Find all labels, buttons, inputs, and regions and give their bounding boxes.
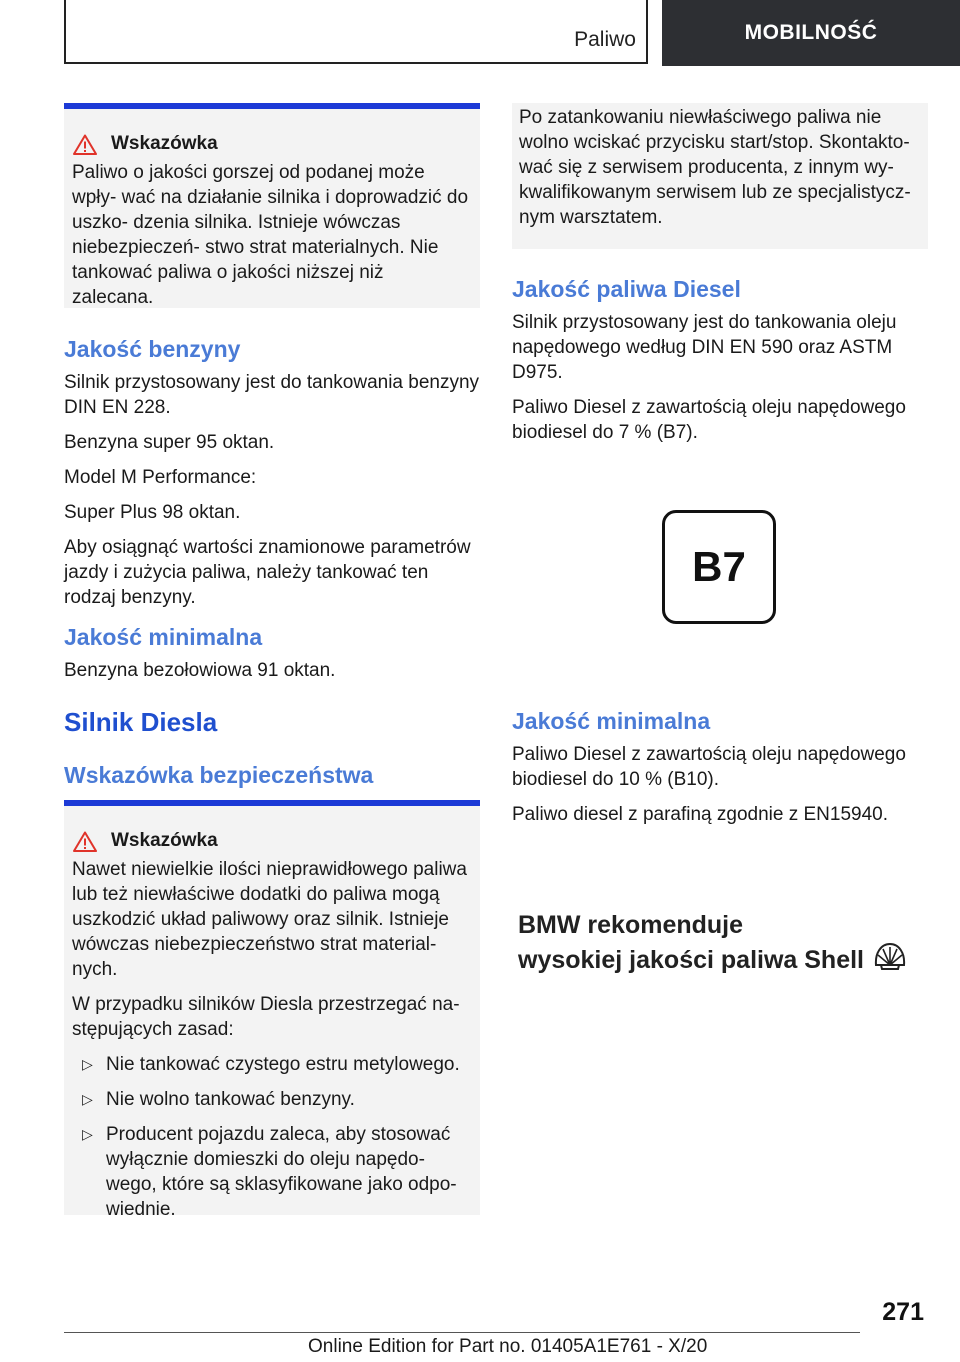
- warning-panel-bar: [64, 103, 480, 109]
- paragraph: Benzyna super 95 oktan.: [64, 432, 275, 453]
- footer-edition: Online Edition for Part no. 01405A1E761 - X/20: [308, 1336, 708, 1357]
- paragraph: Aby osiągnąć wartości znamionowe parametrów jazdy i zużycia paliwa, należy tankować ten rodzaj benzyny.: [64, 537, 471, 608]
- warning-panel-diesel: [64, 800, 480, 1220]
- page-number: 271: [882, 1298, 924, 1326]
- list-item: [72, 1122, 468, 1222]
- paragraph: W przypadku silników Diesla przestrzegać na- stępujących zasad:: [72, 994, 460, 1040]
- paragraph: Paliwo diesel z parafiną zgodnie z EN15940.: [512, 804, 889, 825]
- footer-divider: [64, 1332, 860, 1333]
- list-item: [72, 1087, 468, 1112]
- note-text: Po zatankowaniu niewłaściwego paliwa nie wolno wciskać przycisku start/stop. Skontakto- wać się z serwisem producenta, z innym wy- kwalifikowanym serwisem lub ze specjalistycz- nym warsztatem.: [519, 107, 911, 228]
- petrol-quality-body: [64, 370, 482, 620]
- header-section-title: Paliwo: [574, 28, 636, 51]
- paragraph: Paliwo Diesel z zawartością oleju napędowego biodiesel do 7 % (B7).: [512, 397, 906, 443]
- warning-text: Paliwo o jakości gorszej od podanej może wpły- wać na działanie silnika i doprowadzić do uszko- dzenia silnika. Istnieje wówczas niebezpieczeń- stwo strat materialnych. Nie tankować paliwa o jakości niższej niż zalecana.: [72, 162, 469, 308]
- list-item-text: Nie wolno tankować benzyny.: [106, 1089, 355, 1110]
- warning-panel-fuel-quality: [64, 103, 480, 308]
- b7-fuel-label: B7: [662, 510, 776, 624]
- paragraph: Paliwo Diesel z zawartością oleju napędowego biodiesel do 10 % (B10).: [512, 744, 906, 790]
- warning-triangle-icon: [73, 134, 97, 155]
- heading-diesel-quality: Jakość paliwa Diesel: [512, 276, 741, 302]
- shell-recommendation: [518, 910, 908, 979]
- header-chapter-tab: MOBILNOŚĆ: [662, 0, 960, 66]
- warning-heading: [73, 133, 480, 155]
- shell-line-text: wysokiej jakości paliwa Shell: [518, 945, 864, 974]
- heading-safety-note: Wskazówka bezpieczeństwa: [64, 762, 374, 788]
- warning-content: [72, 857, 468, 1222]
- warning-triangle-icon: [73, 831, 97, 852]
- diesel-minimum-body: [512, 742, 922, 837]
- paragraph: Silnik przystosowany jest do tankowania oleju napędowego według DIN EN 590 oraz ASTM D975.: [512, 312, 897, 383]
- heading-minimum-quality: Jakość minimalna: [512, 708, 711, 734]
- paragraph: Benzyna bezołowiowa 91 oktan.: [64, 660, 336, 681]
- paragraph: Silnik przystosowany jest do tankowania benzyny DIN EN 228.: [64, 372, 480, 418]
- warning-title: Wskazówka: [111, 133, 218, 154]
- triangle-right-icon: ▷: [82, 1126, 93, 1142]
- triangle-right-icon: ▷: [82, 1056, 93, 1072]
- heading-minimum-quality: Jakość minimalna: [64, 624, 263, 650]
- warning-heading: [73, 830, 480, 852]
- header-frame: [64, 0, 648, 64]
- warning-panel-bar: [64, 800, 480, 806]
- shell-line: BMW rekomenduje: [518, 911, 744, 939]
- diesel-quality-body: [512, 310, 912, 455]
- warning-title: Wskazówka: [111, 830, 218, 851]
- paragraph: Super Plus 98 oktan.: [64, 502, 241, 523]
- shell-line: [518, 941, 908, 979]
- list-item: [72, 1052, 468, 1077]
- shell-logo-icon: [872, 941, 908, 979]
- heading-diesel-engine: Silnik Diesla: [64, 707, 218, 737]
- heading-petrol-quality: Jakość benzyny: [64, 336, 241, 362]
- list-item-text: Nie tankować czystego estru metylowego.: [106, 1054, 460, 1075]
- triangle-right-icon: ▷: [82, 1091, 93, 1107]
- paragraph: Nawet niewielkie ilości nieprawidłowego paliwa lub też niewłaściwe dodatki do paliwa mogą uszkodzić układ paliwowy oraz silnik. Istnieje wówczas niebezpieczeństwo strat material- nych.: [72, 859, 467, 980]
- note-panel-wrong-fuel: [512, 103, 928, 249]
- list-item-text: Producent pojazdu zaleca, aby stosować wyłącznie domieszki do oleju napędo- wego, które są sklasyfikowane jako odpo- wiednie.: [106, 1124, 457, 1220]
- paragraph: Model M Performance:: [64, 467, 257, 488]
